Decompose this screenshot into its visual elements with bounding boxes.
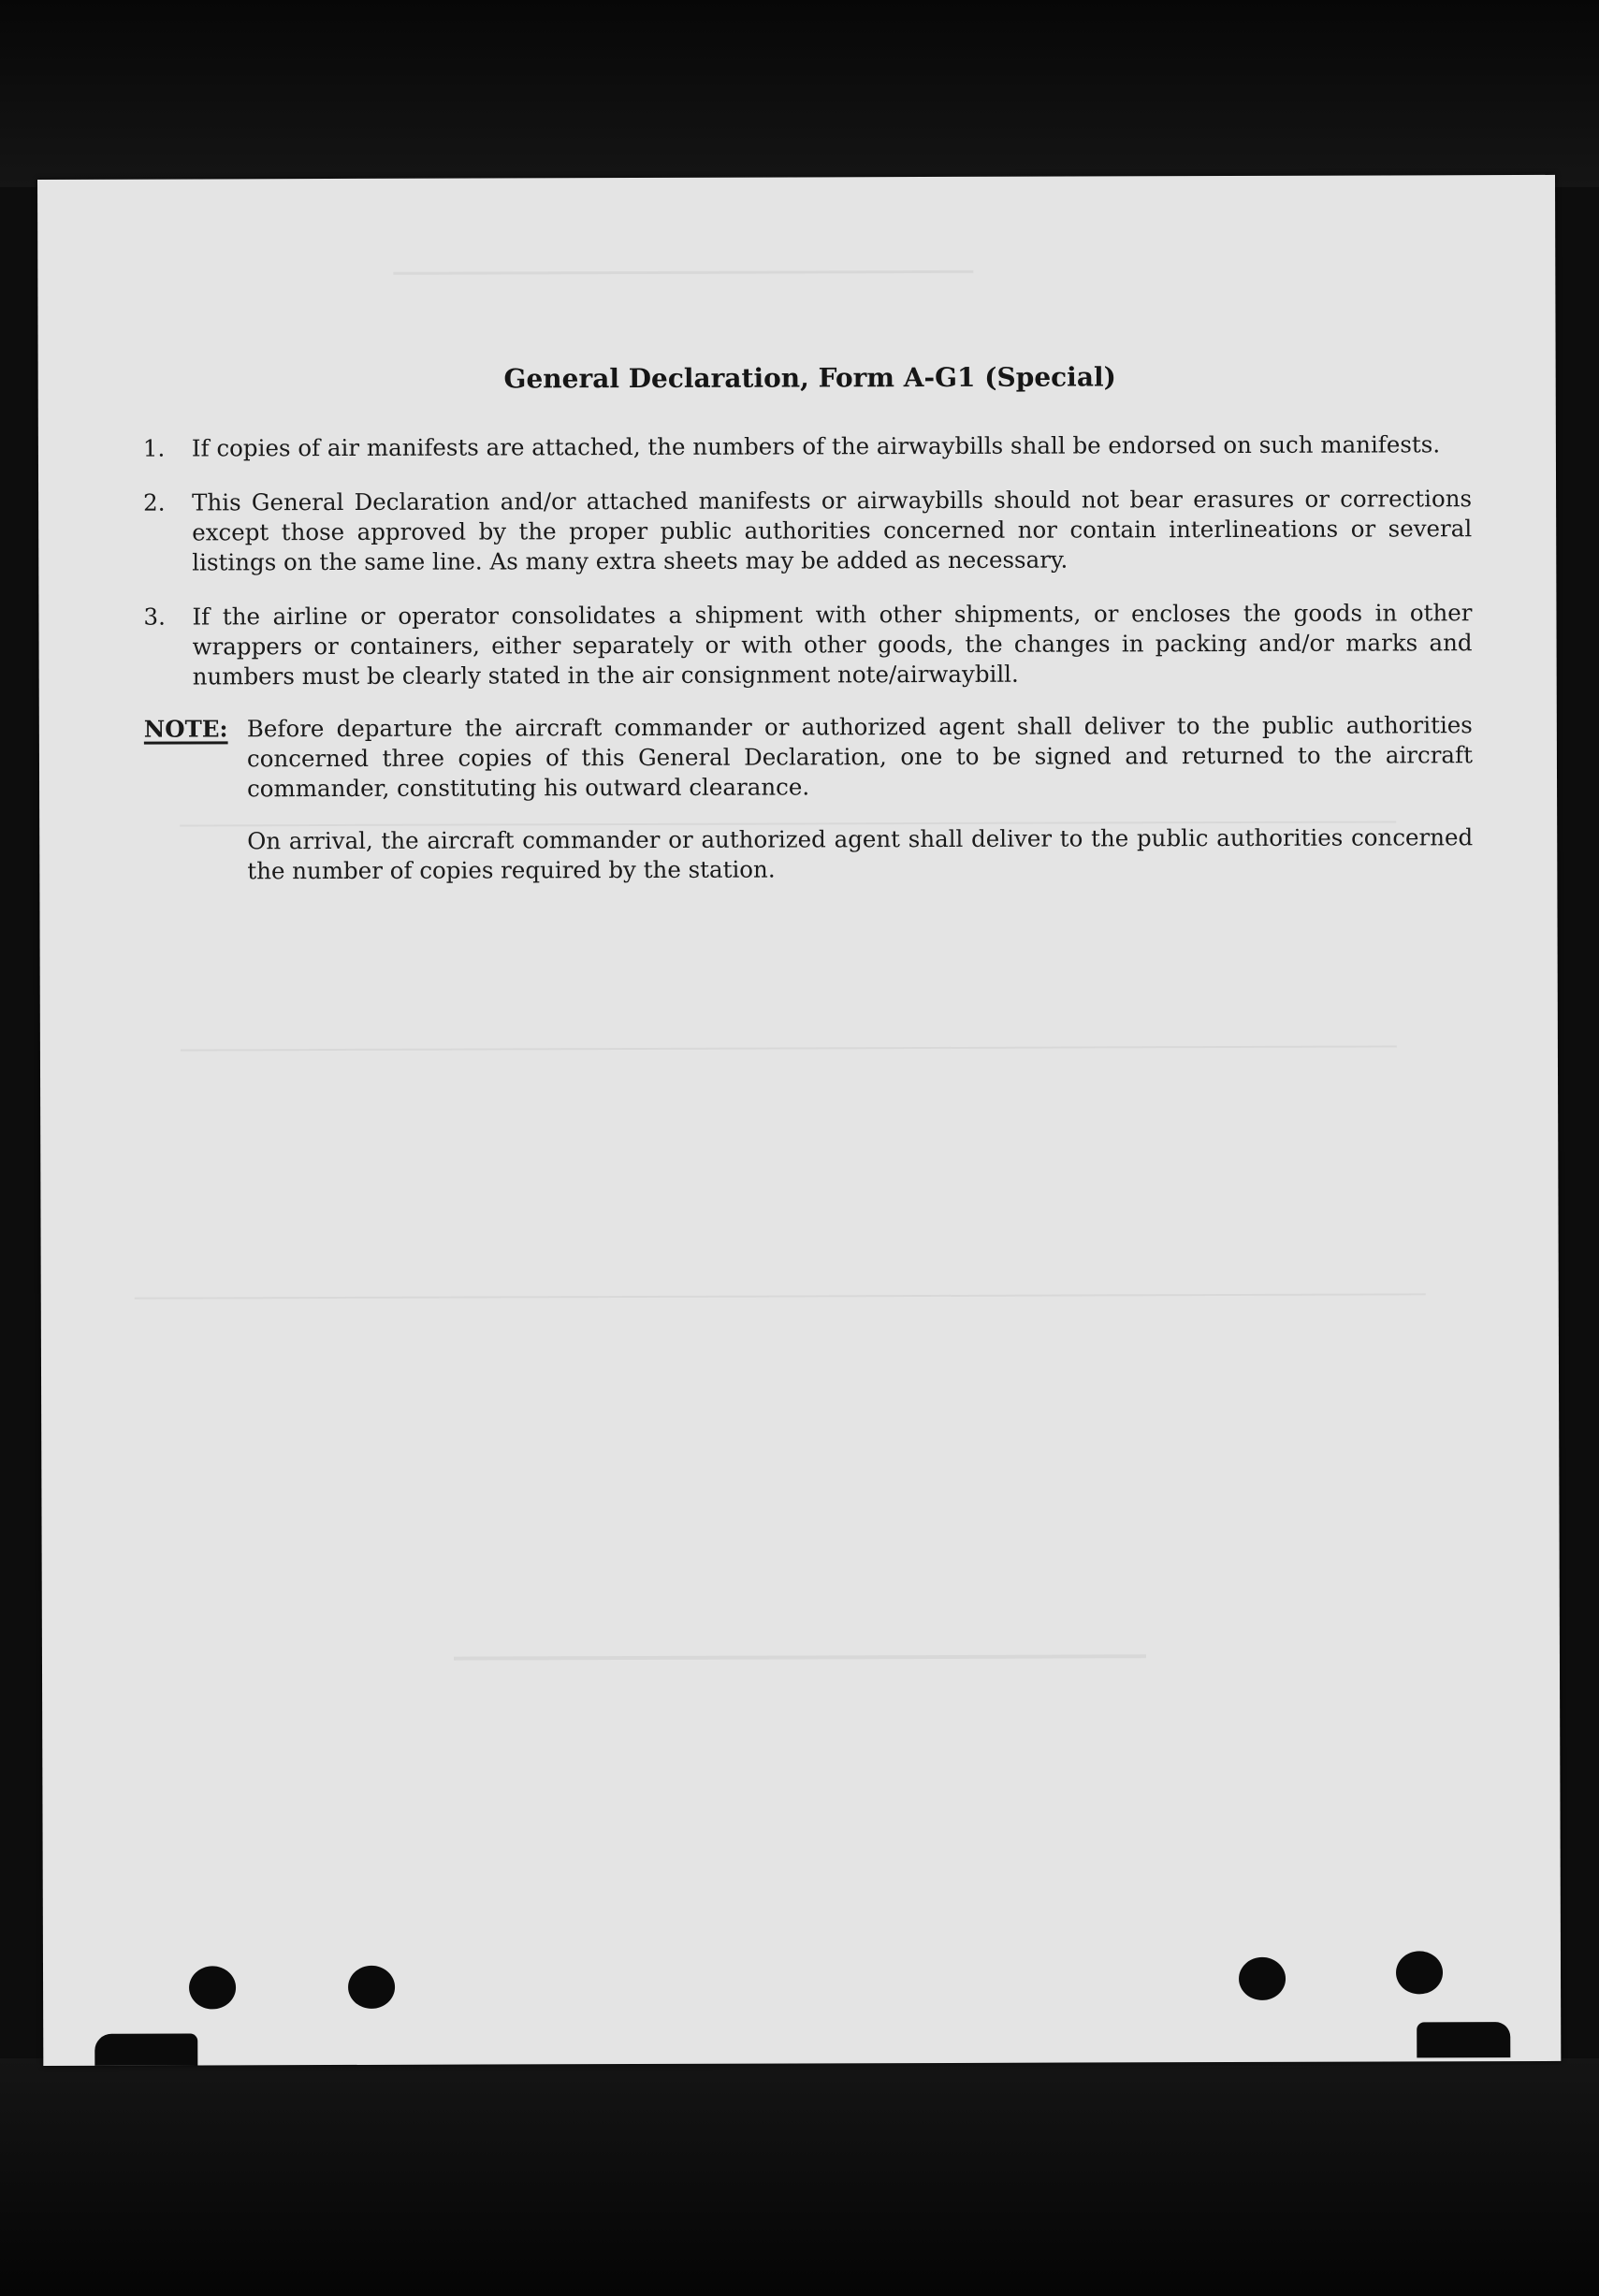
- punch-hole: [1239, 1957, 1286, 2000]
- show-through-line: [135, 1293, 1426, 1299]
- show-through-line: [181, 1045, 1397, 1051]
- punch-hole: [1396, 1951, 1443, 1994]
- list-item-text: If copies of air manifests are attached, the numbers of the airwaybills shall be endorsed on such manifests.: [191, 430, 1441, 462]
- page-title: General Declaration, Form A-G1 (Special): [503, 361, 1116, 395]
- show-through-line: [454, 1654, 1146, 1660]
- tape-mark: [1417, 2022, 1510, 2057]
- document-page: [37, 175, 1561, 2066]
- punch-hole: [189, 1966, 236, 2009]
- tape-mark: [94, 2033, 197, 2065]
- note-paragraph: Before departure the aircraft commander or authorized agent shall deliver to the public authorities concerned three copies of this General Declaration, one to be signed and returned to the aircraft commander, constituting his outward clearance.: [246, 711, 1473, 803]
- list-item-number: 1.: [142, 434, 166, 462]
- show-through-line: [393, 270, 973, 275]
- note-label: NOTE:: [143, 715, 228, 743]
- list-item: [143, 598, 1472, 691]
- list-item-number: 3.: [143, 603, 166, 631]
- list-item: [143, 484, 1472, 577]
- list-item-text: If the airline or operator consolidates a shipment with other shipments, or encloses the goods in other wrappers or containers, either separately or with other goods, the changes in packing and/or marks and numbers must be clearly stated in the air consignment note/airwaybill.: [192, 599, 1473, 690]
- scanner-bed-top: [0, 0, 1599, 187]
- note-paragraph: On arrival, the aircraft commander or authorized agent shall deliver to the public authorities concerned the number of copies required by the station.: [247, 823, 1474, 885]
- scanner-bed-bottom: [0, 2058, 1599, 2296]
- punch-hole: [348, 1966, 395, 2009]
- note-section: [144, 710, 1474, 886]
- list-item-text: This General Declaration and/or attached manifests or airwaybills should not bear erasures or corrections except those approved by the proper public authorities concerned nor contain interlineations or several listings on the same line. As many extra sheets may be added as necessary.: [192, 485, 1473, 576]
- list-item: [143, 429, 1472, 463]
- list-item-number: 2.: [143, 488, 166, 516]
